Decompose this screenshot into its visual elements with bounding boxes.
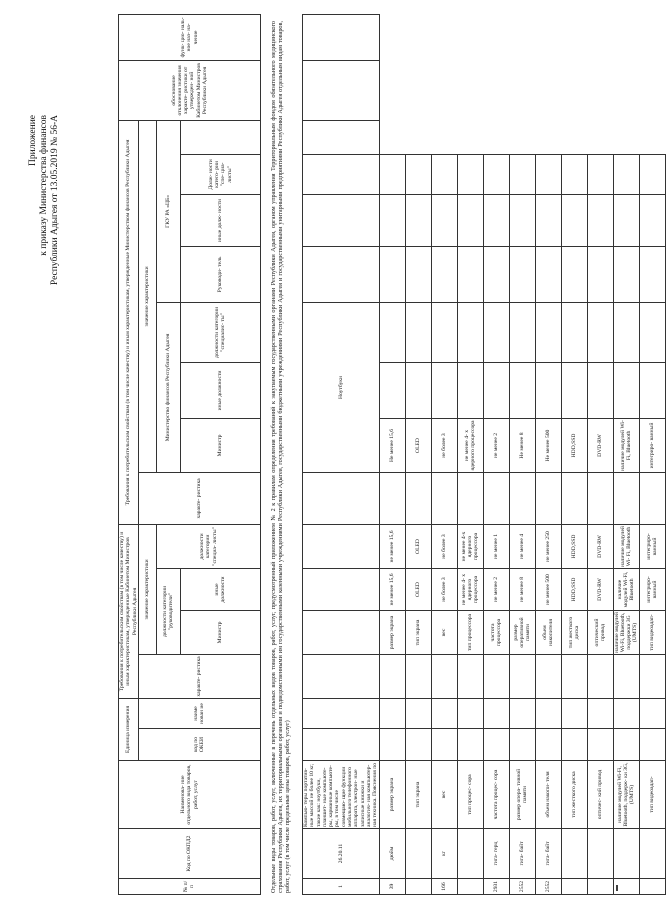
unit-code: 2552: [535, 879, 561, 895]
gku-specialists-value: [457, 303, 483, 363]
header-line-1: Приложение: [28, 115, 38, 166]
header-line-2: к приказу Министерства финансов: [39, 115, 49, 256]
other-posts-value: HDD,SSD: [561, 525, 587, 569]
gku-extra-value: [483, 247, 509, 303]
unit-code: [457, 879, 483, 895]
cabinet-other-value: [639, 699, 665, 729]
minister-value: интегриро- ванный: [639, 569, 665, 611]
cabinet-specialist-value: [379, 655, 405, 699]
gku-extra-value: [379, 247, 405, 303]
minfin-characteristic: наличие модулей Wi-Fi, Bluetooth, поддержки 3G (UMTS): [613, 612, 639, 653]
unit-code: 166: [431, 879, 457, 895]
function-value: [483, 155, 509, 195]
minfin-characteristic: объем накопителя: [535, 611, 561, 655]
unit-code: [405, 879, 431, 895]
other-posts-value: интегриро- ванный: [639, 525, 665, 569]
col-char-2: характе- ристика: [138, 472, 260, 524]
head-value: Не менее 500: [535, 419, 561, 473]
col-heads: Руководи- тель: [180, 246, 260, 302]
col-unit-code: код по ОКЕИ: [138, 729, 260, 761]
table-row: [561, 15, 587, 895]
justification-value: [483, 195, 509, 247]
col-name: Наименова- ние отдельного вида товаров, работ, услуг: [119, 761, 261, 829]
gku-extra-value: [457, 247, 483, 303]
justification-value: [561, 195, 587, 247]
gku-extra-value: [431, 247, 457, 303]
col-okpd: Код по ОКПД2: [119, 829, 261, 879]
justification-value: [405, 195, 431, 247]
specialists-value: [483, 473, 509, 525]
table-row: [535, 15, 561, 895]
gku-other-value: [405, 363, 431, 419]
head-value: Не менее 15,6: [379, 419, 405, 473]
gku-other-value: [509, 363, 535, 419]
function-value: [613, 155, 639, 195]
requirements-header-table: [118, 14, 261, 895]
function-value: [509, 155, 535, 195]
specialists-value: [509, 473, 535, 525]
function-value: [431, 155, 457, 195]
unit-name: [405, 829, 431, 879]
col-other-posts-2: иные должности: [180, 362, 260, 418]
table-row: [509, 15, 535, 895]
gku-extra-value: [587, 247, 613, 303]
cabinet-minister-value: [639, 729, 665, 761]
cabinet-specialist-value: [639, 655, 665, 699]
gku-specialists-value: [379, 303, 405, 363]
cabinet-minister-value: [405, 729, 431, 761]
col-minister: Министр: [180, 610, 260, 654]
cabinet-specialist-value: [509, 655, 535, 699]
gku-specialists-value: [431, 303, 457, 363]
col-req-minfin: Требования к потребительским свойствам (в том числе качеству) и иным характеристикам, утвержденные Министерством финансов Республики Адыгея: [119, 120, 139, 524]
unit-code: 2552: [509, 879, 535, 895]
gku-extra-value: [639, 247, 665, 303]
cabinet-specialist-value: [483, 655, 509, 699]
justification-value: [535, 195, 561, 247]
head-value: не менее 4- х ядерного процессора: [457, 419, 483, 473]
table-row: [613, 15, 639, 895]
head-value: не менее 2: [483, 419, 509, 473]
other-posts-value: не менее 250: [535, 525, 561, 569]
unit-name: дюйм: [379, 829, 405, 879]
cabinet-other-value: [535, 699, 561, 729]
minister-value: DVD-RW: [587, 569, 613, 611]
gku-other-value: [483, 363, 509, 419]
cabinet-specialist-value: [613, 655, 639, 699]
gku-other-value: [561, 363, 587, 419]
head-value: OLED: [405, 419, 431, 473]
unit-name: [561, 829, 587, 879]
unit-code: 39: [379, 879, 405, 895]
col-other-posts-3: иные долж- ности: [180, 194, 260, 246]
head-value: не более 3: [431, 419, 457, 473]
gku-other-value: [535, 363, 561, 419]
col-other-posts: иные должности: [180, 568, 260, 610]
minister-value: не менее 8: [509, 569, 535, 611]
cabinet-other-value: [561, 699, 587, 729]
col-unit-name: наиме нован ие: [138, 698, 260, 728]
unit-name: гига- байт: [509, 829, 535, 879]
cabinet-characteristic: тип жесткого диска: [561, 761, 587, 829]
gku-specialists-value: [405, 303, 431, 363]
specialists-value: [561, 473, 587, 525]
table-row: [431, 15, 457, 895]
gku-extra-value: [535, 247, 561, 303]
gku-other-value: [379, 363, 405, 419]
cabinet-characteristic: наличие модулей Wi-Fi, Bluetooth, поддерж- ки 3G, (UMTS): [613, 761, 639, 829]
other-posts-value: не менее 4-х ядерного процессора: [457, 525, 483, 569]
page-tick-mark: [614, 885, 620, 891]
cabinet-characteristic: тип процес- сора: [457, 761, 483, 829]
col-char: характе- ристика: [138, 654, 260, 698]
function-value: [457, 155, 483, 195]
gku-specialists-value: [561, 303, 587, 363]
specialists-value: [379, 473, 405, 525]
other-posts-value: OLED: [405, 525, 431, 569]
row-number: 1: [303, 879, 380, 895]
gku-specialists-value: [587, 303, 613, 363]
minfin-characteristic: размер оперативной памяти: [509, 611, 535, 655]
justification-value: [379, 195, 405, 247]
minister-value: не менее 2: [483, 569, 509, 611]
cabinet-characteristic: тип видеоадап-: [639, 761, 665, 829]
unit-name: [613, 829, 639, 879]
col-minfin: Министерство финансов Республики Адыгея: [156, 302, 180, 472]
justification-value: [587, 195, 613, 247]
cabinet-other-value: [431, 699, 457, 729]
cabinet-characteristic: частота процес- сора: [483, 761, 509, 829]
minfin-characteristic: частота процессора: [483, 611, 509, 655]
col-value: значение характеристики: [138, 524, 156, 654]
minister-value: не менее 500: [535, 569, 561, 611]
cabinet-characteristic: вес: [431, 761, 457, 829]
cabinet-specialist-value: [535, 655, 561, 699]
table-row: [405, 15, 431, 895]
minister-value: наличие модулей Wi-Fi, Bluetooth: [613, 569, 639, 611]
gku-specialists-value: [639, 303, 665, 363]
head-value: наличие модулей Wi-Fi, Bluetooth: [613, 419, 639, 473]
other-posts-value: не менее 4: [509, 525, 535, 569]
col-number: № п/ п: [119, 879, 261, 895]
function-value: [405, 155, 431, 195]
table-row: [379, 15, 405, 895]
function-value: [379, 155, 405, 195]
unit-name: [639, 829, 665, 879]
cabinet-characteristic: оптичес- кий привод: [587, 761, 613, 829]
minfin-characteristic: тип жесткого диска: [561, 611, 587, 655]
other-posts-value: не менее 15,6: [379, 525, 405, 569]
laptops-table: [302, 14, 666, 895]
cabinet-other-value: [457, 699, 483, 729]
unit-code: [561, 879, 587, 895]
other-posts-value: не менее 1: [483, 525, 509, 569]
col-empty: [180, 120, 260, 154]
minfin-characteristic: тип процессора: [457, 611, 483, 655]
unit-name: [587, 829, 613, 879]
col-minister-2: Министр: [180, 418, 260, 472]
unit-name: гига- байт: [535, 829, 561, 879]
specialists-value: [535, 473, 561, 525]
cabinet-minister-value: [457, 729, 483, 761]
function-value: [535, 155, 561, 195]
function-value: [587, 155, 613, 195]
function-value: [561, 155, 587, 195]
section-paragraph: Отдельные виды товаров, работ, услуг, включенные в перечень отдельных видов товаров, работ, услуг, предусмотренный приложением № 2 к правилам определения требований к закупаемым государственными органами Республики Адыгея, органом управления Территориальным фондом обязательного медицинского страхования Республики Адыгея, их территориальными органами и подведомственными им государственными казенными учреждениями Республики Адыгея, государственными бюджетными учреждениями Республики Адыгея и государственными унитарными предприятиями Республики Адыгея отдельным видам товаров, работ, услуг (в том числе предельные цены товаров, работ, услуг): [270, 21, 291, 893]
minfin-characteristic: оптический привод: [587, 611, 613, 655]
unit-name: кг: [431, 829, 457, 879]
col-gku: ГКУ РА «ЦБ»: [156, 120, 180, 302]
gku-extra-value: [613, 247, 639, 303]
cabinet-specialist-value: [587, 655, 613, 699]
cabinet-minister-value: [587, 729, 613, 761]
specialists-value: [405, 473, 431, 525]
cabinet-other-value: [405, 699, 431, 729]
cabinet-specialist-value: [431, 655, 457, 699]
justification-value: [509, 195, 535, 247]
other-posts-value: DVD-RW: [587, 525, 613, 569]
justification-value: [639, 195, 665, 247]
minfin-characteristic: вес: [431, 611, 457, 655]
specialists-value: [639, 473, 665, 525]
cabinet-characteristic: тип экрана: [405, 761, 431, 829]
col-justification: обоснование отклонения значения характе- ристики от утвержден- ной Кабинетом Министров Республики Адыгея: [119, 60, 261, 120]
other-posts-value: наличие модулей Wi- Fi, Bluetooth: [613, 525, 639, 569]
gku-extra-value: [405, 247, 431, 303]
gku-specialists-value: [483, 303, 509, 363]
gku-specialists-value: [535, 303, 561, 363]
table-row: [587, 15, 613, 895]
gku-extra-value: [509, 247, 535, 303]
cabinet-characteristic: размер экрана: [379, 761, 405, 829]
gku-specialists-value: [509, 303, 535, 363]
unit-name: гига- герц: [483, 829, 509, 879]
col-specialists-2: должности категории "специалис- ты": [180, 302, 260, 362]
cabinet-minister-value: [613, 729, 639, 761]
unit-code: [639, 879, 665, 895]
okpd-code: 26.20.11: [303, 829, 380, 879]
minister-value: не менее 15,6: [379, 569, 405, 611]
minister-value: HDD,SSD: [561, 569, 587, 611]
cabinet-minister-value: [535, 729, 561, 761]
col-posts-specialists-3: Долж- ности катего- рии "спе- циа- листы": [180, 154, 260, 194]
cabinet-specialist-value: [457, 655, 483, 699]
cabinet-specialist-value: [405, 655, 431, 699]
cabinet-characteristic: размер опера- тивной памяти: [509, 761, 535, 829]
cabinet-characteristic: объем накопи- теля: [535, 761, 561, 829]
cabinet-minister-value: [509, 729, 535, 761]
col-unit: Единица измерения: [119, 698, 139, 760]
justification-value: [457, 195, 483, 247]
cabinet-minister-value: [431, 729, 457, 761]
unit-name: [457, 829, 483, 879]
cabinet-specialist-value: [561, 655, 587, 699]
minister-value: не более 3: [431, 569, 457, 611]
head-value: HDD,SSD: [561, 419, 587, 473]
head-value: интегриро- ванный: [639, 419, 665, 473]
gku-extra-value: [561, 247, 587, 303]
function-value: [639, 155, 665, 195]
unit-code: [587, 879, 613, 895]
cabinet-other-value: [587, 699, 613, 729]
product-name: Компью- теры портатив- ные массой не более 10 кг, такие как: ноутбуки, планшет- ные компьюте- ры, карманные компьюте- ры, в том числе совмещаю- щие функции мобильного телефонного аппарата, электрон- ные записные книжки и аналогич- ная компьютер- ная техника. Пояснения по: [303, 761, 380, 829]
col-posts-head: должности категории "руководители": [156, 568, 180, 654]
minfin-characteristic: тип экрана: [405, 611, 431, 655]
minfin-characteristic: размер экрана: [379, 611, 405, 655]
minfin-characteristic: тип видеоадап-: [639, 611, 665, 655]
head-value: DVD-RW: [587, 419, 613, 473]
cabinet-other-value: [509, 699, 535, 729]
gku-other-value: [431, 363, 457, 419]
justification-value: [613, 195, 639, 247]
col-value-2: значение характеристики: [138, 120, 156, 472]
cabinet-minister-value: [483, 729, 509, 761]
col-req-cabinet: Требования к потребительским свойствам (в том числе качеству) и иным характеристикам, утвержденные Кабинетом Министров Республики Адыгея: [119, 524, 139, 698]
gku-specialists-value: [613, 303, 639, 363]
head-value: Не менее 8: [509, 419, 535, 473]
cabinet-other-value: [613, 699, 639, 729]
minister-value: не менее 4- х ядерного процессора: [457, 569, 483, 611]
cabinet-other-value: [483, 699, 509, 729]
cabinet-minister-value: [379, 729, 405, 761]
specialists-value: [587, 473, 613, 525]
document-header: [28, 115, 61, 285]
table-row: [457, 15, 483, 895]
table-row: [483, 15, 509, 895]
specialists-value: [457, 473, 483, 525]
gku-other-value: [457, 363, 483, 419]
section-title: Ноутбуки: [303, 303, 380, 473]
gku-other-value: [613, 363, 639, 419]
cabinet-other-value: [379, 699, 405, 729]
gku-other-value: [639, 363, 665, 419]
col-specialists: должности категории "специа- листы": [156, 524, 260, 568]
other-posts-value: не более 3: [431, 525, 457, 569]
unit-code: 2931: [483, 879, 509, 895]
header-line-3: Республики Адыгея от 13.05.2019 № 56-А: [50, 115, 60, 286]
gku-other-value: [587, 363, 613, 419]
justification-value: [431, 195, 457, 247]
cabinet-minister-value: [561, 729, 587, 761]
specialists-value: [431, 473, 457, 525]
specialists-value: [613, 473, 639, 525]
minister-value: OLED: [405, 569, 431, 611]
col-function: функ- цио- наль- ное наз- на- чение: [119, 14, 261, 60]
table-row: [639, 15, 665, 895]
